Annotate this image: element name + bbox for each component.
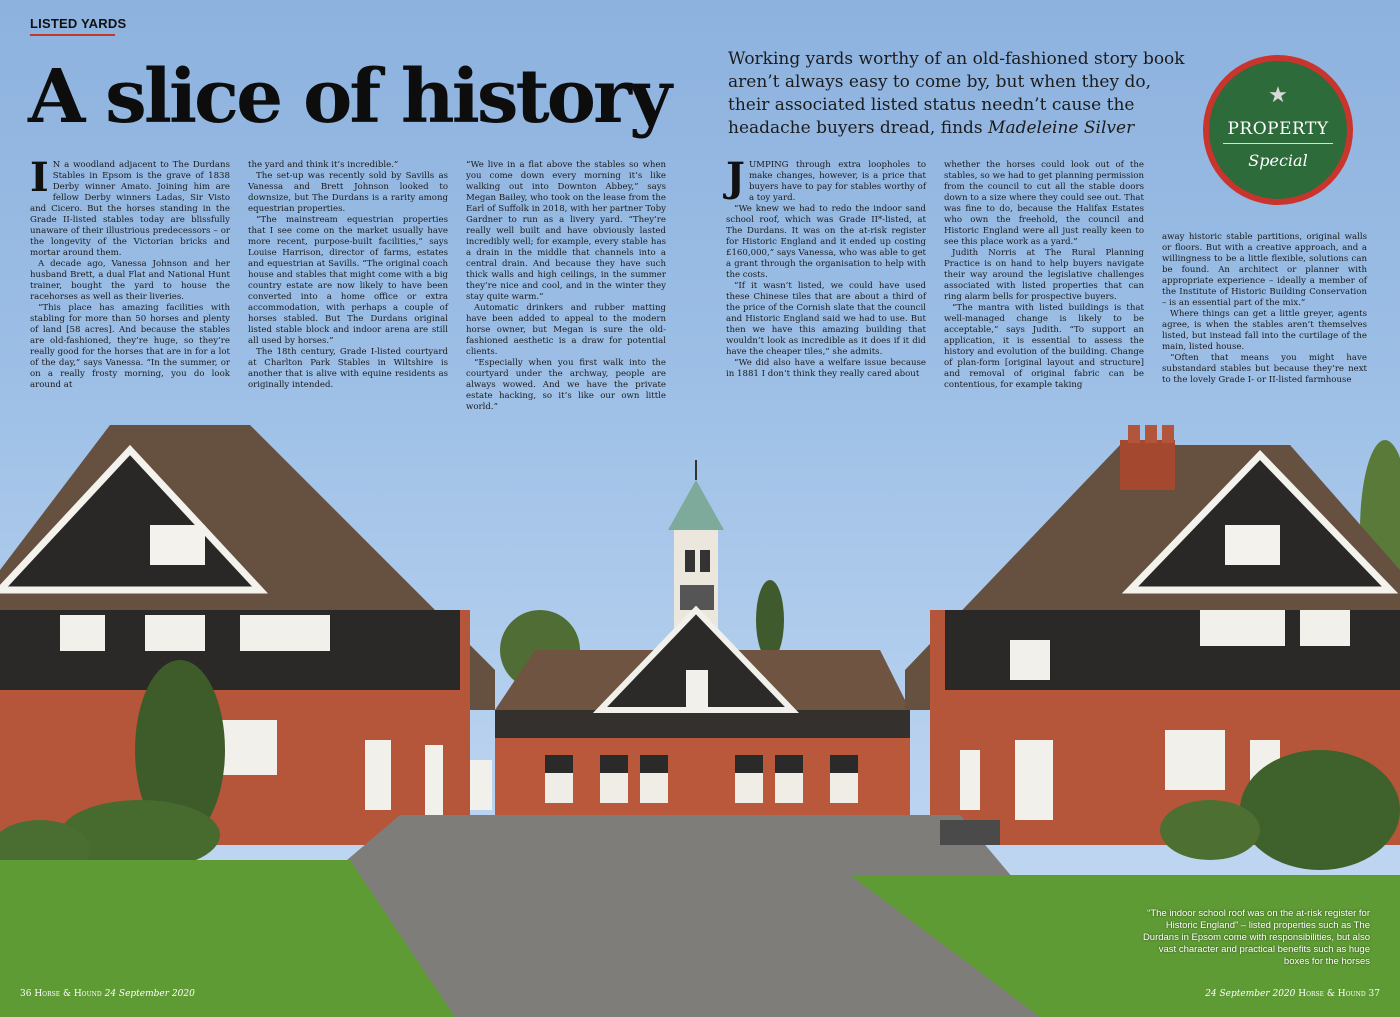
paragraph: Judith Norris at The Rural Planning Practice is on hand to help buyers navigate their way around the legislative challenges associated with listed properties that can ring alarm bells for prospective buyers.	[944, 248, 1144, 302]
paragraph	[726, 154, 926, 204]
page-number-right: 37	[1368, 989, 1380, 999]
paragraph: “We did also have a welfare issue because in 1881 I don’t think they really cared about	[726, 358, 926, 379]
standfirst	[728, 48, 1188, 140]
paragraph: away historic stable partitions, original walls or floors. But with a creative approach, and a willingness to be a little flexible, solutions can be found. An architect or planner with appropriate experience – ideally a member of the Institute of Historic Building Conservation – is an essential part of the mix.”	[1162, 232, 1367, 308]
standfirst-text: Working yards worthy of an old-fashioned story book aren’t always easy to come by, but when they do, their associated listed status needn’t cause the headache buyers dread, finds	[728, 49, 1185, 138]
byline: Madeleine Silver	[988, 118, 1135, 138]
badge-inner	[1209, 61, 1347, 199]
drop-cap: J	[726, 154, 745, 201]
headline: A slice of history	[28, 54, 670, 140]
paragraph-text: N a woodland adjacent to The Durdans Stables in Epsom is the grave of 1838 Derby winner Amato. Joining him are fellow Derby winners Ladas, Sir Visto and Cicero. But the horses standing in the Grade II-listed stables today are blissfully unaware of their illustrious predecessors – or the longevity of the Victorian bricks and mortar around them.	[30, 160, 230, 258]
paragraph: “The mainstream equestrian properties that I see come on the market usually have more recent, purpose-built facilities,” says Louise Harrison, director of farms, estates and equestrian at Savills. “The original coach house and stables that might come with a big country estate are now likely to have been converted into a home office or extra accommodation, with perhaps a couple of horses stabled. But The Durdans original listed stable block and indoor arena are still all used by horses.”	[248, 215, 448, 346]
paragraph: “If it wasn’t listed, we could have used these Chinese tiles that are about a third of the price of the Cornish slate that the council and Historic England said we had to use. But then we have this amazing building that wouldn’t look as incredible as it does if it did have the cheaper tiles,” she admits.	[726, 281, 926, 357]
folio-right	[1205, 989, 1380, 999]
paragraph-text: UMPING through extra loopholes to make changes, however, is a price that buyers have to pay for stables worthy of a toy yard.	[748, 160, 926, 203]
star-icon: ★	[1268, 83, 1288, 108]
badge-bottom-label: Special	[1248, 151, 1308, 170]
property-special-badge	[1203, 55, 1353, 205]
paragraph: “We knew we had to redo the indoor sand school roof, which was Grade II*-listed, at The Durdans. It was on the at-risk register for Historic England and it ended up costing £160,000,” says Vanessa, who was able to get a grant through the organisation to help with the costs.	[726, 204, 926, 280]
paragraph	[30, 154, 230, 259]
folio-left	[20, 989, 195, 999]
issue-date-left: 24 September 2020	[104, 989, 195, 999]
article-column-5	[944, 160, 1144, 392]
article-column-1	[30, 154, 230, 390]
badge-divider	[1223, 143, 1333, 144]
paragraph: Automatic drinkers and rubber matting have been added to appeal to the modern horse owner, but Megan is sure the old-fashioned aesthetic is a draw for potential clients.	[466, 303, 666, 357]
magazine-name-left: Horse & Hound	[34, 989, 102, 999]
article-column-6	[1162, 232, 1367, 392]
badge-top-label: PROPERTY	[1227, 119, 1329, 139]
issue-date-right: 24 September 2020	[1205, 989, 1296, 999]
paragraph: “Especially when you first walk into the courtyard under the archway, people are always wowed. And we have the private estate hacking, so it’s like our own little world.”	[466, 358, 666, 412]
section-label: LISTED YARDS	[30, 16, 127, 31]
article-column-2	[248, 160, 448, 390]
paragraph: The set-up was recently sold by Savills as Vanessa and Brett Johnson looked to downsize, but The Durdans is a rarity among equestrian properties.	[248, 171, 448, 214]
paragraph: “The mantra with listed buildings is that well-managed change is likely to be acceptable,” says Judith. “To support an application, it is essential to assess the history and evolution of the building. Change of plan-form [original layout and structure] and removal of original fabric can be contentious, for example taking	[944, 303, 1144, 390]
paragraph: “We live in a flat above the stables so when you come down every morning it’s like walking out into Downton Abbey,” says Megan Bailey, who took on the lease from the Earl of Suffolk in 2018, with her partner Toby Gardner to run as a livery yard. “They’re really well built and have obviously lasted incredibly well; for example, every stable has a drain in the middle that channels into a central drain. And because they have such thick walls and high ceilings, in the summer they’re nice and cool, and in the winter they stay quite warm.”	[466, 160, 666, 302]
paragraph: “This place has amazing facilities with stabling for more than 50 horses and plenty of land [58 acres]. And because the stables are old-fashioned, they’re huge, so they’re really good for the horses that are in for a lot of the day,” says Vanessa. “In the summer, or on a really frosty morning, you do look around at	[30, 303, 230, 390]
drop-cap: I	[30, 154, 49, 201]
section-rule	[30, 34, 115, 36]
magazine-name-right: Horse & Hound	[1298, 989, 1366, 999]
page-number-left: 36	[20, 989, 32, 999]
paragraph: whether the horses could look out of the stables, so we had to get planning permission from the council to cut all the stable doors down to a size where they could see out. That was fine to do, because the Halifax Estates who own the freehold, the council and Historic England were all just really keen to see this place work as a yard.”	[944, 160, 1144, 247]
article-column-4	[726, 154, 926, 392]
photo-caption: “The indoor school roof was on the at-risk register for Historic England” – listed properties such as The Durdans in Epsom come with responsibilities, but also vast character and practical benefits such as huge boxes for the horses	[1142, 908, 1370, 967]
paragraph: Where things can get a little greyer, agents agree, is when the stables aren’t themselves listed, but instead fall into the curtilage of the main, listed house.	[1162, 309, 1367, 352]
paragraph: the yard and think it’s incredible.”	[248, 160, 399, 170]
paragraph: A decade ago, Vanessa Johnson and her husband Brett, a dual Flat and National Hunt trainer, bought the yard to house the racehorses as well as their liveries.	[30, 259, 230, 302]
article-column-3	[466, 160, 666, 412]
paragraph: “Often that means you might have substandard stables but because they’re next to the lovely Grade I- or II-listed farmhouse	[1162, 353, 1367, 385]
paragraph: The 18th century, Grade I-listed courtyard at Charlton Park Stables in Wiltshire is another that is alive with equine residents as originally intended.	[248, 347, 448, 390]
